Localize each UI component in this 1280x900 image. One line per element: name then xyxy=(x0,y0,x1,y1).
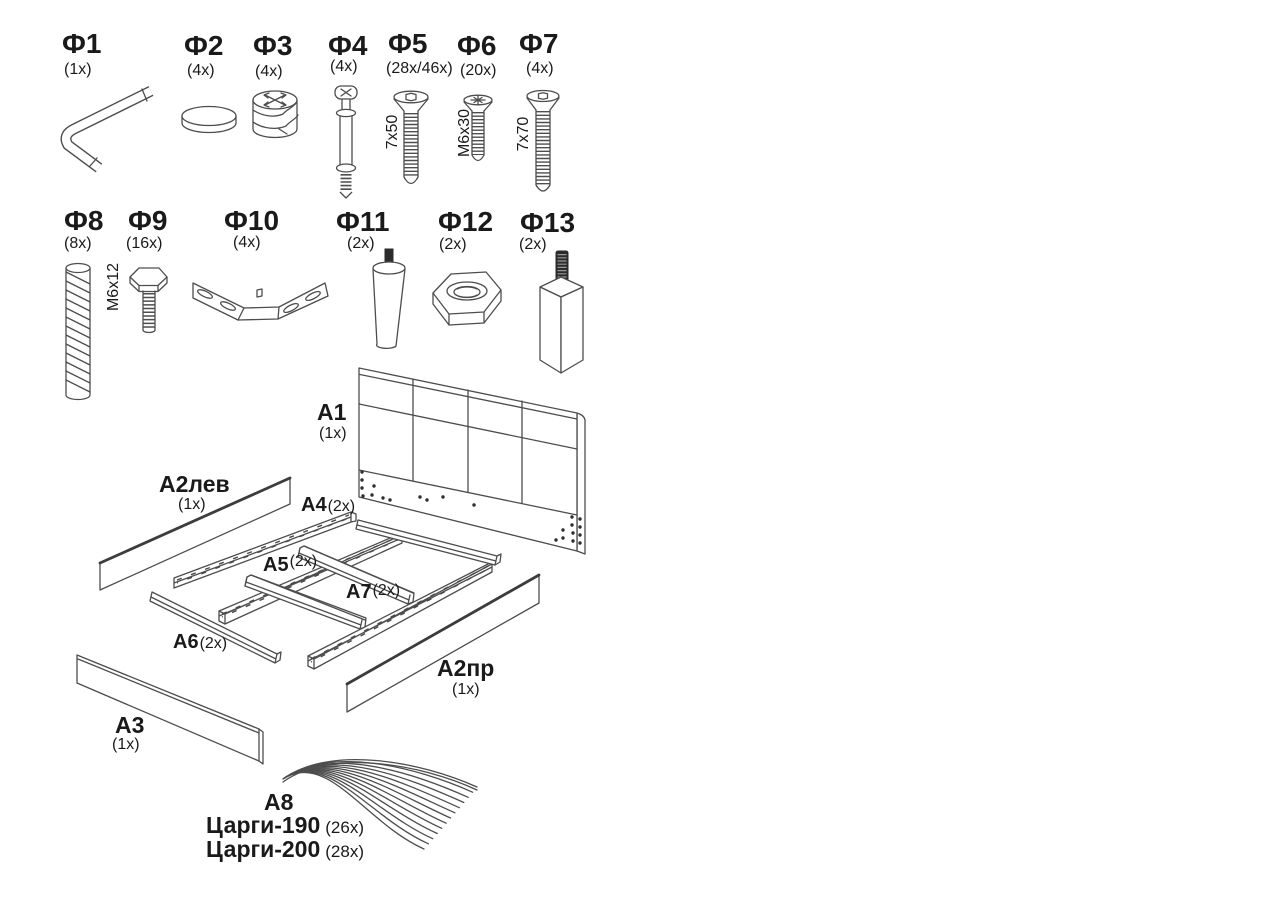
dim-7x50-label: 7x50 xyxy=(384,114,401,150)
part-f3-count: (4x) xyxy=(255,63,283,80)
part-a1-label: А1 xyxy=(317,399,347,425)
part-f2-count: (4x) xyxy=(187,62,215,79)
part-f11-label: Ф11 xyxy=(336,206,390,237)
part-count: (2x) xyxy=(372,582,401,599)
part-a2lev-count: (1x) xyxy=(178,496,206,513)
part-f1-allen-key-drawing xyxy=(66,89,151,168)
part-a2lev-label: А2лев xyxy=(159,471,230,497)
part-f4-bolt-drawing xyxy=(335,86,357,198)
part-a1-count: (1x) xyxy=(319,425,347,442)
part-f5-label: Ф5 xyxy=(388,28,428,59)
part-f9-label: Ф9 xyxy=(128,205,168,236)
part-a2pr-label: А2пр xyxy=(437,655,495,681)
part-id: А7 xyxy=(346,581,372,603)
part-f12-count: (2x) xyxy=(439,236,467,253)
part-count: (2x) xyxy=(327,498,356,515)
part-f10-count: (4x) xyxy=(233,234,261,251)
part-a6-label xyxy=(173,632,227,652)
part-f2-label: Ф2 xyxy=(184,30,224,61)
part-f11-leg-drawing xyxy=(373,249,405,348)
dim-m6x30-label: M6x30 xyxy=(456,108,473,158)
dim-7x70-label: 7x70 xyxy=(515,116,532,152)
part-a4-label xyxy=(301,495,355,515)
part-f5-count: (28x/46x) xyxy=(386,60,453,77)
part-f6-label: Ф6 xyxy=(457,30,497,61)
part-a5-label xyxy=(263,555,317,575)
part-f9-count: (16x) xyxy=(126,235,163,252)
part-a3-count: (1x) xyxy=(112,736,140,753)
part-f12-nut-drawing xyxy=(433,272,501,325)
part-f8-count: (8x) xyxy=(64,235,92,252)
part-f6-count: (20x) xyxy=(460,62,497,79)
part-f3-label: Ф3 xyxy=(253,30,293,61)
dim-m6x12-label: M6x12 xyxy=(105,262,122,312)
part-f13-count: (2x) xyxy=(519,236,547,253)
part-a8-label: А8 xyxy=(264,789,294,815)
slat-count: (28x) xyxy=(325,842,364,861)
part-f13-leg-drawing xyxy=(540,251,583,373)
part-id: А4 xyxy=(301,494,327,516)
part-id: А5 xyxy=(263,554,289,576)
part-f1-count: (1x) xyxy=(64,61,92,78)
part-count: (2x) xyxy=(199,635,228,652)
part-f4-count: (4x) xyxy=(330,58,358,75)
slat-name: Царги-190 xyxy=(206,812,321,838)
part-f2-cap-drawing xyxy=(182,107,236,133)
part-count: (2x) xyxy=(289,553,318,570)
part-f4-label: Ф4 xyxy=(328,30,368,61)
part-a7-label xyxy=(346,582,400,602)
part-a2pr-count: (1x) xyxy=(452,681,480,698)
slat-name: Царги-200 xyxy=(206,836,321,862)
part-f8-dowel-drawing xyxy=(66,264,90,400)
part-f10-bracket-drawing xyxy=(193,283,328,320)
slat-count: (26x) xyxy=(325,818,364,837)
part-f3-cam-lock-drawing xyxy=(253,91,298,138)
part-id: А6 xyxy=(173,631,199,653)
part-a8-tsargi-190-label xyxy=(206,814,364,837)
part-a3-label: А3 xyxy=(115,712,145,738)
part-f7-label: Ф7 xyxy=(519,28,559,59)
part-f11-count: (2x) xyxy=(347,235,375,252)
part-a1-headboard-drawing xyxy=(359,368,585,554)
part-a3-footboard-drawing xyxy=(77,655,263,764)
part-f1-label: Ф1 xyxy=(62,28,102,59)
part-f13-label: Ф13 xyxy=(520,207,576,238)
part-f12-label: Ф12 xyxy=(438,206,494,237)
part-f9-bolt-drawing xyxy=(130,268,167,333)
part-f8-label: Ф8 xyxy=(64,205,104,236)
part-f10-label: Ф10 xyxy=(224,205,280,236)
part-f7-count: (4x) xyxy=(526,60,554,77)
part-a8-tsargi-200-label xyxy=(206,838,364,861)
